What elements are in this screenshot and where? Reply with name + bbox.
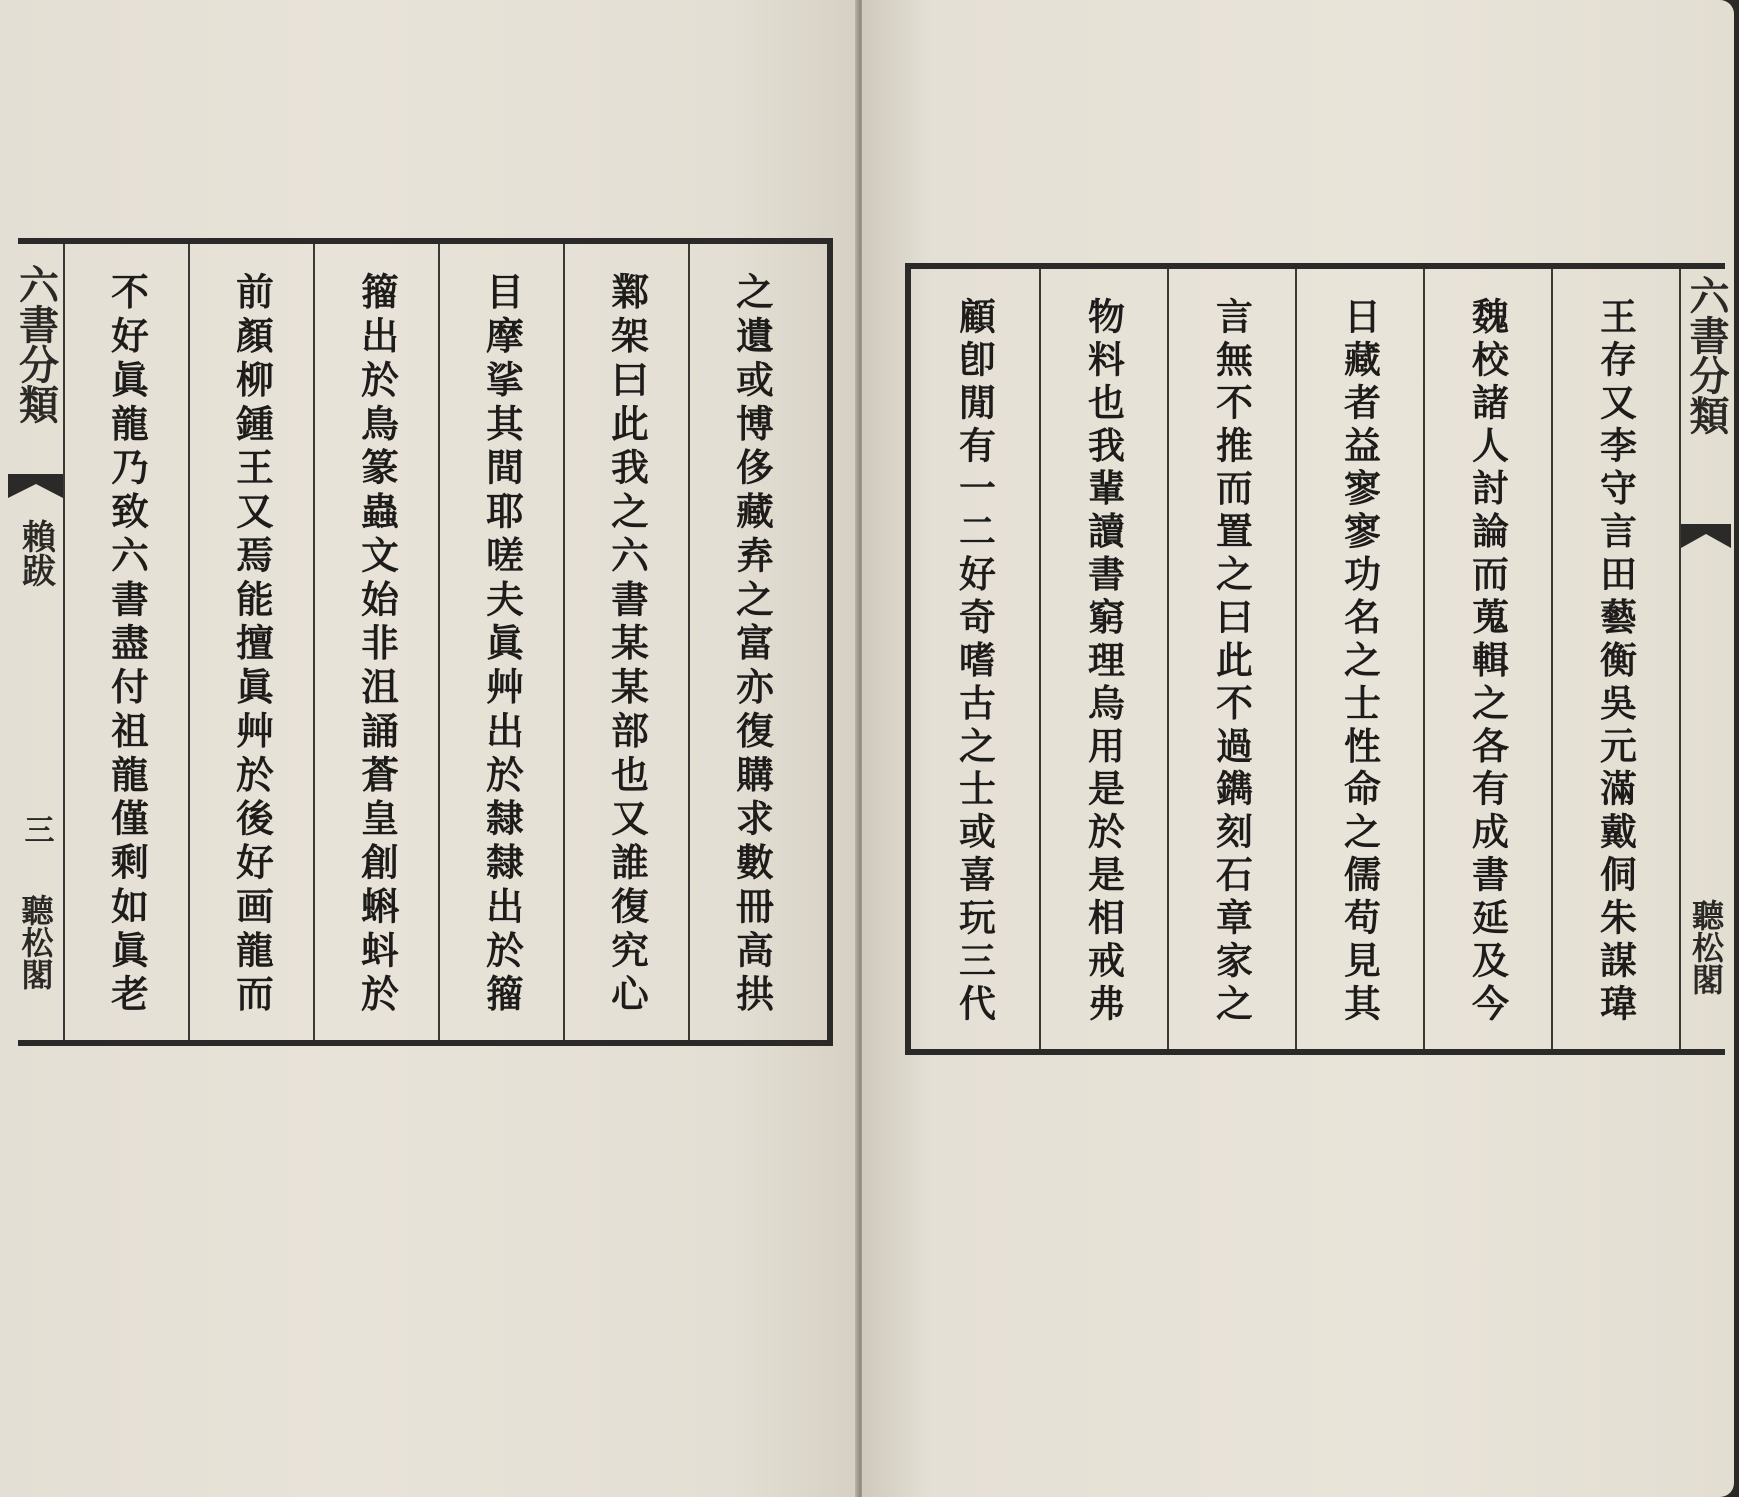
left-column-5-text: 前顏柳鍾王又焉能擅眞艸於後好画龍而 bbox=[230, 272, 274, 1018]
right-column-3 bbox=[1295, 269, 1423, 1049]
right-column-2 bbox=[1423, 269, 1551, 1049]
left-column-6 bbox=[63, 244, 188, 1040]
left-column-1-text: 之遺或博侈藏弆之富亦復購求數冊高拱 bbox=[730, 272, 774, 1018]
right-column-3-text: 日藏者益寥寥功名之士性命之儒苟見其 bbox=[1338, 297, 1382, 1027]
right-margin-studio: 聽松閣 bbox=[1687, 899, 1725, 995]
right-column-1 bbox=[1551, 269, 1679, 1049]
right-column-6-text: 顧卽閒有一二好奇嗜古之士或喜玩三代 bbox=[953, 297, 997, 1027]
left-column-4-text: 籀出於鳥篆蟲文始非沮誦蒼皇創蝌蚪於 bbox=[355, 272, 399, 1018]
left-margin-section: 賴跋 bbox=[15, 519, 56, 587]
left-margin-strip bbox=[8, 244, 63, 1040]
right-column-4-text: 言無不推而置之曰此不過鐫刻石章家之 bbox=[1210, 297, 1254, 1027]
left-column-1 bbox=[688, 244, 813, 1040]
left-column-2 bbox=[563, 244, 688, 1040]
left-margin-studio: 聽松閣 bbox=[16, 894, 55, 990]
left-column-3 bbox=[438, 244, 563, 1040]
right-column-1-text: 王存又李守言田藝衡吳元滿戴侗朱謀瑋 bbox=[1594, 297, 1638, 1027]
left-column-2-text: 鄴架曰此我之六書某某部也又誰復究心 bbox=[605, 272, 649, 1018]
left-margin-title: 六書分類 bbox=[12, 264, 60, 424]
right-column-2-text: 魏校諸人討論而蒐輯之各有成書延及今 bbox=[1466, 297, 1510, 1027]
right-column-6 bbox=[911, 269, 1039, 1049]
right-fishtail-icon bbox=[1681, 524, 1731, 548]
left-text-frame bbox=[12, 238, 833, 1046]
right-page bbox=[862, 0, 1734, 1497]
left-fishtail-icon bbox=[8, 474, 63, 498]
right-column-5 bbox=[1039, 269, 1167, 1049]
left-column-5 bbox=[188, 244, 313, 1040]
right-margin-title: 六書分類 bbox=[1683, 275, 1730, 435]
left-column-3-text: 目摩挲其間耶嗟夫眞艸出於隸隸出於籀 bbox=[480, 272, 524, 1018]
left-margin-page: 三 bbox=[18, 814, 54, 844]
left-column-4 bbox=[313, 244, 438, 1040]
right-column-5-text: 物料也我輩讀書窮理烏用是於是相戒弗 bbox=[1082, 297, 1126, 1027]
right-column-4 bbox=[1167, 269, 1295, 1049]
right-text-frame bbox=[905, 263, 1730, 1055]
right-margin-strip bbox=[1679, 269, 1731, 1049]
left-column-6-text: 不好眞龍乃致六書盡付祖龍僅剩如眞老 bbox=[105, 272, 149, 1018]
left-page bbox=[0, 0, 860, 1497]
